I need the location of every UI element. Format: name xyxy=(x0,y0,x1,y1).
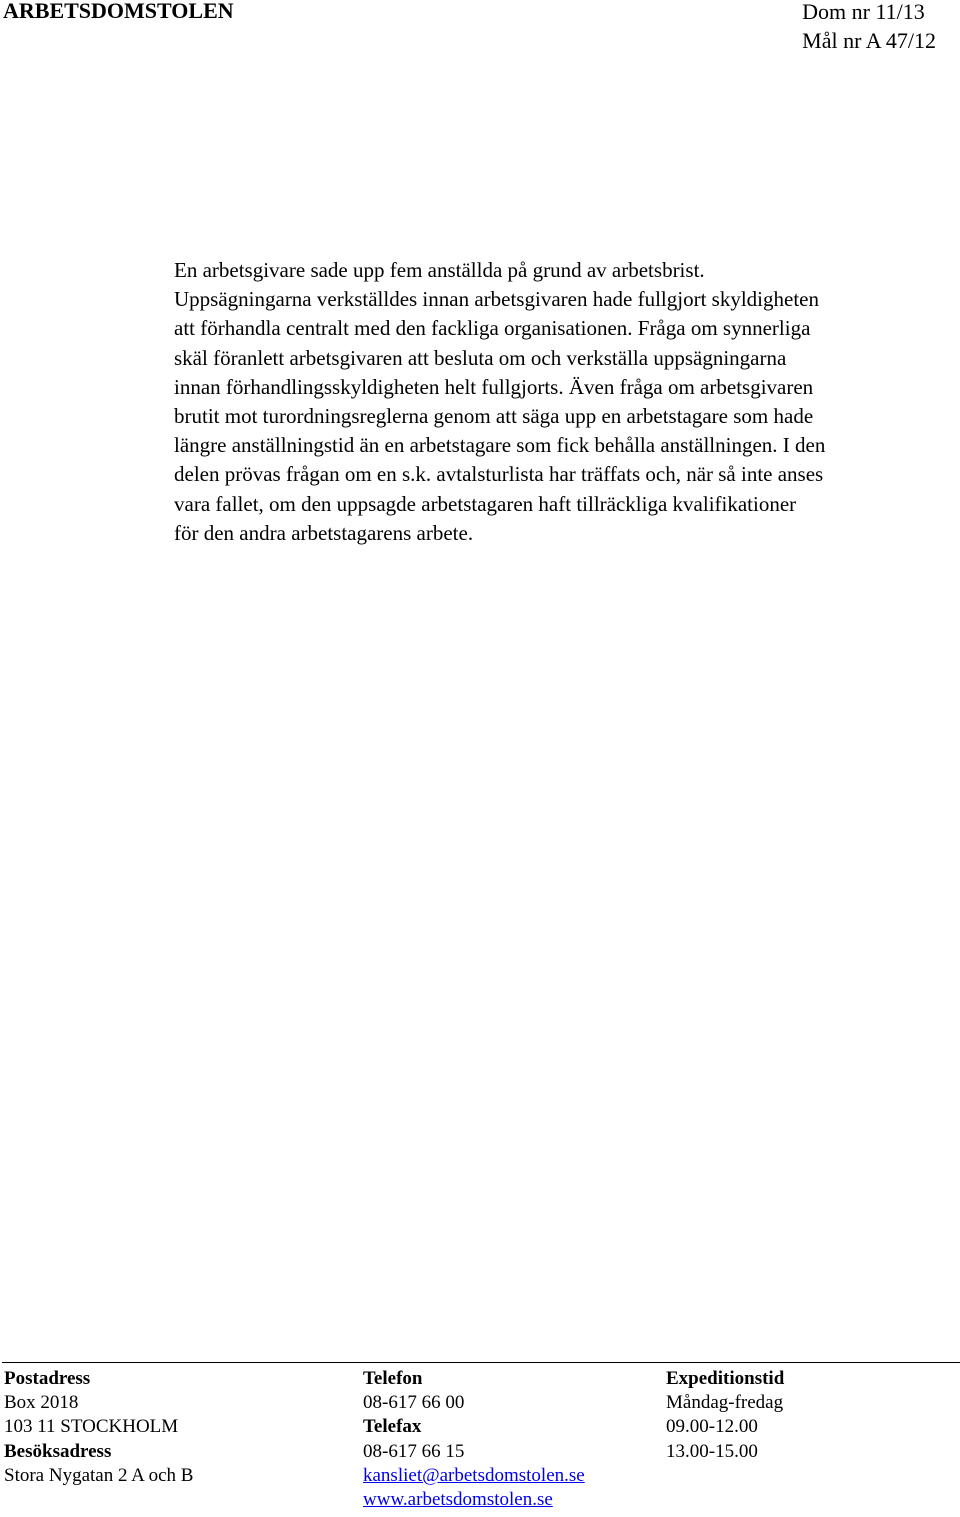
footer-contact-column xyxy=(363,1367,585,1512)
visiting-address-street: Stora Nygatan 2 A och B xyxy=(4,1464,194,1486)
summary-line: att förhandla centralt med den fackliga organisationen. Fråga om synnerliga xyxy=(174,316,811,341)
summary-line: brutit mot turordningsreglerna genom att säga upp en arbetstagare som hade xyxy=(174,404,814,429)
postal-address-city: 103 11 STOCKHOLM xyxy=(4,1416,179,1438)
case-number: Mål nr A 47/12 xyxy=(802,28,936,53)
summary-line: innan förhandlingsskyldigheten helt fullgjorts. Även fråga om arbetsgivaren xyxy=(174,374,814,399)
office-hours-label: Expeditionstid xyxy=(666,1368,785,1389)
office-hours-days: Måndag-fredag xyxy=(666,1392,784,1414)
case-summary xyxy=(174,256,944,548)
email-link[interactable]: kansliet@arbetsdomstolen.se xyxy=(363,1464,585,1486)
summary-line: delen prövas frågan om en s.k. avtalsturlista har träffats och, när så inte anses xyxy=(174,462,824,487)
office-hours-morning: 09.00-12.00 xyxy=(666,1416,758,1438)
summary-line: längre anställningstid än en arbetstagare som fick behålla anställningen. I den xyxy=(174,433,826,458)
footer-address-column xyxy=(4,1367,193,1488)
footer-hours-column xyxy=(666,1367,784,1464)
phone-number: 08-617 66 00 xyxy=(363,1392,465,1414)
postal-address-label: Postadress xyxy=(4,1368,91,1389)
phone-label: Telefon xyxy=(363,1368,423,1389)
summary-line: för den andra arbetstagarens arbete. xyxy=(174,520,474,545)
summary-line: skäl föranlett arbetsgivaren att besluta om och verkställa uppsägningarna xyxy=(174,345,787,370)
fax-number: 08-617 66 15 xyxy=(363,1440,465,1462)
court-name: ARBETSDOMSTOLEN xyxy=(3,0,234,23)
visiting-address-label: Besöksadress xyxy=(4,1440,112,1462)
fax-label: Telefax xyxy=(363,1416,422,1438)
website-link[interactable]: www.arbetsdomstolen.se xyxy=(363,1489,553,1511)
summary-line: En arbetsgivare sade upp fem anställda på grund av arbetsbrist. xyxy=(174,258,705,282)
summary-line: vara fallet, om den uppsagde arbetstagaren haft tillräckliga kvalifikationer xyxy=(174,491,797,516)
footer-divider xyxy=(2,1362,960,1363)
judgment-number: Dom nr 11/13 xyxy=(802,0,925,24)
postal-address-box: Box 2018 xyxy=(4,1392,79,1414)
summary-line: Uppsägningarna verkställdes innan arbetsgivaren hade fullgjort skyldigheten xyxy=(174,287,819,312)
office-hours-afternoon: 13.00-15.00 xyxy=(666,1440,758,1462)
case-numbers xyxy=(802,0,936,55)
